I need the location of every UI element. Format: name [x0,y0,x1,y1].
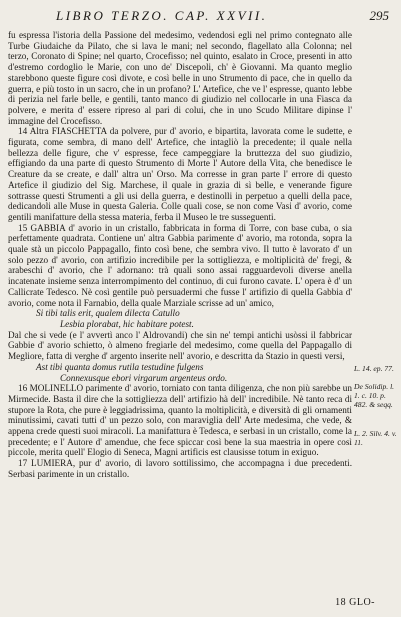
margin-note-martial: L. 14. ep. 77. [354,364,394,373]
paragraph-17: 17 LUMIERA, pur d' avorio, di lavoro sottilissimo, che accompagna i due precedenti. Serbasi parimente in un cristallo. [8,458,352,479]
paragraph-15: 15 GABBIA d' avorio in un cristallo, fabbricata in forma di Torre, con base cuba, o sia perfettamente quadrata. Contiene un' altra Gabbia parimente d' avorio, ma rotonda, sopra la quale stà un piccolo Pappagallo, finto così bene, che sembra vivo. Il tutto è lavorato d' un solo pezzo d' avorio, con artifizio incredibile per la sottigliezza, e moltiplicità de' fregi, & arabeschi d' avorio, che l' adornano: trà quali sono assai ragguardevoli diverse anella incatenate insieme senza interrompimento del continuo, di cui furono cavate. L' opera è d' un Callicrate Tedesco. Nè così gentile può persuadermi che fusse l' artifizio di quella Gabbia d' avorio, come nota il Farnabio, della quale Marziale scrisse ad un' amico, [8,222,352,308]
paragraph-14: 14 Altra FIASCHETTA da polvere, pur d' avorio, e bipartita, lavorata come le sudette, e figurata, come sembra, di mano dell' Artefice, che intagliò la precedente; il quale nella bellezza delle figure, che v' espresse, fece campeggiare la bruttezza del suo giudizio, effigiando da una parte di questo Strumento di Morte l' Autore della Vita, che benedisce le Creature da se create, e dall' altra un' Orso. Ma corresse in gran parte l' errore di questo Artefice il giudizio del Sig. Marchese, il quale in grazia di sì belle, e venerande figure sottrasse questi Strumenti a gli usi della guerra, e destinolli in perpetuo a quelli della pace, dedicandoli alle Muse in questa Galeria. Colle quali cose, se non come Vasi d' avorio, come gentili manifatture della stessa materia, ferba il Museo le tre susseguenti. [8,126,352,222]
catchword: 18 GLO- [335,597,375,608]
running-header [56,8,393,26]
margin-note-aldrovandi: De Solidip. l. 1. c. 10. p. 482. & seqq. [354,382,395,409]
margin-note-statius: L. 2. Silv. 4. v. 11. [354,429,397,447]
page-number: 295 [369,8,389,23]
verse-statius-1: Ast tibi quanta domus rutila testudine fulgens [36,361,204,372]
running-title: LIBRO TERZO. CAP. XXVII. [56,8,268,23]
paragraph-15-continued: Dal che si vede (e l' avvertì anco l' Aldrovandi) che sin ne' tempi antichi usòssi il fabbricar Gabbie d' avorio schietto, ò almeno fregiarle del medesimo, come quella del Pappagallo di Megliore, fatta di verghe d' argento inserite nell' avorio, e descritta da Stazio in questi versi, [8,329,352,362]
paragraph-16: 16 MOLINELLO parimente d' avorio, torniato con tanta diligenza, che non più sarebbe un Mirmecide. Basta il dire che la sottigliezza dell' artifizio hà dell' incredibile. Nè tanto reca di stupore la Rota, che pure è leggiadrissima, quanto la moltiplicità, e diversità di gli ornamenti minutissimi, cavati tutti d' un pezzo solo, con maraviglia dell' Arte medesima, che vede, & appena crede questi suoi miracoli. La manifattura è Tedesca, e serbasi in un cristallo, come la precedente; e l' Autore d' amendue, che fece spiccar così bene la sua maestria in opere così piccole, merita quell' Elogio di Seneca, Magni artificis est clausisse totum in exiguo. [8,383,352,458]
verse-statius-2: Connexusque ebori virgarum argenteus ordo. [60,372,228,383]
main-text [8,30,352,480]
verse-martial-1: Si tibi talis erit, qualem dilecta Catullo [36,308,180,319]
verse-martial-2: Lesbia plorabat, hic habitare potest. [60,318,194,329]
paragraph-13-continued: fu espressa l'istoria della Passione del medesimo, vedendosi egli nel primo contegnato alle Turbe Giudaiche da Pilato, che si lava le mani; nel secondo, flagellato alla Colonna; nel terzo, Coronato di Spine; nel quarto, Crocefisso; nel quinto, esalato in Croce, presenti in atto d'estremo cordoglio le Marie, con uno de' Discepoli, ch' è Giovanni. Ma quanto meglio starebbono queste figure così divote, e così belle in uno Strumento di pace, che in quello da guerra, e più tosto in un sacro, che in un profano? L' Artefice, che ve l' espresse, quanto lebbe di perizia nel farle belle, e gentili, tanto manco di giudizio nel collocarle in una Fiasca da polvere, e merita d' essere ripreso al pari di colui, che in uno Scudo Militare dipinse l' immagine del Crocefisso. [8,30,352,126]
